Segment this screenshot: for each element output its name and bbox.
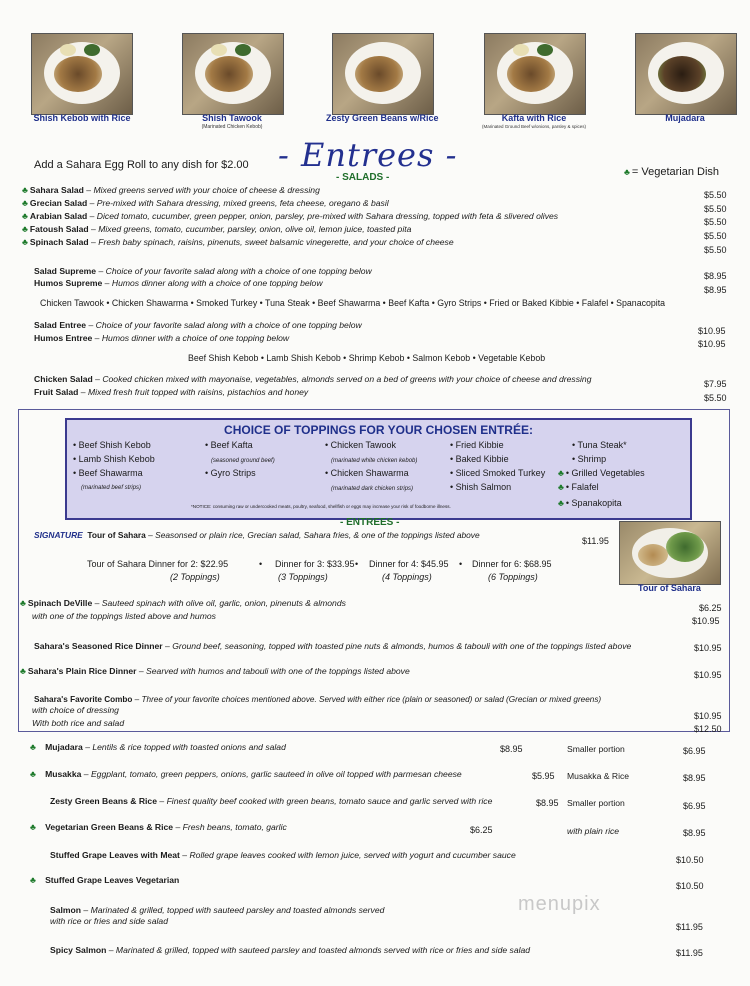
- dinner-option-sub: (6 Toppings): [488, 572, 538, 582]
- topping-list: Beef Shish Kebob • Lamb Shish Kebob • Shrimp Kebob • Salmon Kebob • Vegetable Kebob: [188, 353, 546, 363]
- price: $8.95: [500, 744, 523, 754]
- topping: • Tuna Steak*: [572, 440, 627, 450]
- bullet: •: [459, 559, 463, 569]
- side-option: Musakka & Rice: [567, 771, 630, 781]
- side-option: Smaller portion: [567, 798, 625, 808]
- dinner-option: Dinner for 3: $33.95: [275, 559, 355, 569]
- dinner-option-sub: (2 Toppings): [170, 572, 220, 582]
- toppings-title: CHOICE OF TOPPINGS FOR YOUR CHOSEN ENTRÉE:: [224, 423, 533, 437]
- tour-photo-caption: Tour of Sahara: [638, 583, 701, 593]
- price: $6.95: [683, 801, 706, 811]
- menu-item: ♣ Sahara Salad – Mixed greens served with your choice of cheese & dressing: [22, 185, 320, 195]
- price: $10.95: [694, 711, 722, 721]
- veg-legend-text: = Vegetarian Dish: [631, 166, 720, 178]
- menu-item: Spicy Salmon – Marinated & grilled, topped with sauteed parsley and toasted almonds served with rice or fries and side salad: [50, 945, 531, 955]
- menu-item: Salmon – Marinated & grilled, topped with sauteed parsley and toasted almonds served: [50, 905, 385, 915]
- topping-note: (marinated beef strips): [81, 485, 142, 491]
- leaf-icon: ♣: [624, 167, 630, 177]
- topping: • Fried Kibbie: [450, 440, 504, 450]
- price: $10.95: [694, 670, 722, 680]
- topping: • Beef Shish Kebob: [73, 440, 151, 450]
- menu-item: ♣ Arabian Salad – Diced tomato, cucumber, green pepper, onion, parsley, pre-mixed with Sahara dressing, topped with feta & slivered olives: [22, 211, 559, 221]
- menu-item-line: with choice of dressing: [32, 705, 119, 715]
- photo-title: Mujadara: [665, 113, 705, 123]
- topping: • Chicken Tawook: [325, 440, 397, 450]
- bullet: •: [259, 559, 263, 569]
- price: $5.50: [704, 217, 727, 227]
- topping: ♣ • Spanakopita: [558, 498, 622, 508]
- price: $5.50: [704, 231, 727, 241]
- price: $8.95: [683, 773, 706, 783]
- price: $10.95: [692, 616, 720, 626]
- menu-item: Fruit Salad – Mixed fresh fruit topped with raisins, pistachios and honey: [34, 387, 309, 397]
- price: $5.50: [704, 190, 727, 200]
- food-photo-mujadara: [635, 33, 737, 115]
- section-heading-entrees: - ENTREES -: [340, 517, 400, 528]
- side-option: Smaller portion: [567, 744, 625, 754]
- photo-subtitle: (Marinated Ground Beef w/onions, parsley & spices): [481, 124, 587, 129]
- watermark-logo: menupix: [518, 893, 601, 915]
- dinner-option-sub: (4 Toppings): [382, 572, 432, 582]
- side-option: with plain rice: [567, 826, 620, 836]
- price: $7.95: [704, 379, 727, 389]
- leaf-icon: ♣: [30, 822, 36, 832]
- price: $11.95: [582, 536, 609, 546]
- price: $11.95: [676, 922, 703, 932]
- topping-note: (marinated white chicken kebob): [331, 458, 418, 464]
- foodborne-notice: *NOTICE: consuming raw or undercooked meats, poultry, seafood, shellfish or eggs may increase your risk of foodborne illness.: [191, 504, 451, 509]
- photo-subtitle: (Marinated Chicken Kebob): [201, 124, 263, 130]
- leaf-icon: ♣: [558, 482, 564, 492]
- price: $5.50: [704, 204, 727, 214]
- price: $10.95: [698, 339, 726, 349]
- topping: • Beef Shawarma: [73, 468, 143, 478]
- topping: • Baked Kibbie: [450, 454, 509, 464]
- photo-title: Kafta with Rice: [501, 113, 567, 123]
- menu-item: Humos Supreme – Humos dinner along with a choice of one topping below: [34, 278, 323, 288]
- food-photo-shish-tawook: [182, 33, 284, 115]
- leaf-icon: ♣: [30, 742, 36, 752]
- topping: • Beef Kafta: [205, 440, 253, 450]
- price: $10.50: [676, 881, 704, 891]
- menu-item-line: with one of the toppings listed above and humos: [32, 611, 216, 621]
- price: $6.25: [470, 825, 493, 835]
- menu-item: Sahara's Favorite Combo – Three of your favorite choices mentioned above. Served with either rice (plain or seasoned) or salad (Grecian or mixed greens): [34, 695, 602, 704]
- photo-title: Shish Tawook: [202, 113, 262, 123]
- photo-title: Shish Kebob with Rice: [33, 113, 131, 123]
- menu-item-tour: SIGNATURE Tour of Sahara – Seasonsed or plain rice, Grecian salad, Sahara fries, & one of the toppings listed above: [34, 530, 480, 540]
- menu-item: Humos Entree – Humos dinner with a choice of one topping below: [34, 333, 290, 343]
- price: $8.95: [683, 828, 706, 838]
- leaf-icon: ♣: [22, 211, 28, 221]
- bullet: •: [355, 559, 359, 569]
- menu-item: ♣ Mujadara – Lentils & rice topped with toasted onions and salad: [30, 742, 286, 752]
- topping-note: (seasoned ground beef): [211, 458, 275, 464]
- egg-roll-note: Add a Sahara Egg Roll to any dish for $2.00: [34, 159, 249, 171]
- topping: • Sliced Smoked Turkey: [450, 468, 546, 478]
- price: $10.50: [676, 855, 704, 865]
- leaf-icon: ♣: [20, 666, 26, 676]
- leaf-icon: ♣: [22, 198, 28, 208]
- price: $8.95: [536, 798, 559, 808]
- menu-item: ♣ Musakka – Eggplant, tomato, green peppers, onions, garlic sauteed in olive oil topped with parmesan cheese: [30, 769, 462, 779]
- food-photo-shish-kebob: [31, 33, 133, 115]
- topping: • Shish Salmon: [450, 482, 512, 492]
- veg-legend: [624, 166, 719, 178]
- price: $10.95: [694, 643, 722, 653]
- leaf-icon: ♣: [30, 769, 36, 779]
- menu-item: ♣ Spinach Salad – Fresh baby spinach, raisins, pinenuts, sweet balsamic vinegerette, and your choice of cheese: [22, 237, 454, 247]
- dinner-option-sub: (3 Toppings): [278, 572, 328, 582]
- price: $5.95: [532, 771, 555, 781]
- leaf-icon: ♣: [558, 468, 564, 478]
- price: $5.50: [704, 245, 727, 255]
- price: $8.95: [704, 285, 727, 295]
- menu-item: ♣ Stuffed Grape Leaves Vegetarian: [30, 875, 180, 885]
- leaf-icon: ♣: [22, 224, 28, 234]
- price: $6.95: [683, 746, 706, 756]
- topping: • Gyro Strips: [205, 468, 256, 478]
- menu-item: Salad Entree – Choice of your favorite salad along with a choice of one topping below: [34, 320, 362, 330]
- topping-note: (marinated dark chicken strips): [331, 486, 414, 492]
- menu-item: Stuffed Grape Leaves with Meat – Rolled grape leaves cooked with lemon juice, served with yogurt and cucumber sauce: [50, 850, 516, 860]
- leaf-icon: ♣: [558, 498, 564, 508]
- page-title: - Entrees -: [278, 136, 458, 174]
- topping: • Lamb Shish Kebob: [73, 454, 155, 464]
- menu-item: Sahara's Seasoned Rice Dinner – Ground beef, seasoning, topped with toasted pine nuts & almonds, humos & tabouli with one of the toppings listed above: [34, 641, 632, 651]
- menu-item: ♣ Sahara's Plain Rice Dinner – Searved with humos and tabouli with one of the toppings listed above: [20, 666, 410, 676]
- menu-item: Zesty Green Beans & Rice – Finest quality beef cooked with green beans, tomato sauce and garlic served with rice: [50, 796, 493, 806]
- dinner-option: Dinner for 6: $68.95: [472, 559, 552, 569]
- section-heading-salads: - SALADS -: [336, 172, 390, 183]
- food-photo-green-beans: [332, 33, 434, 115]
- food-photo-tour-of-sahara: [619, 521, 721, 585]
- price: $5.50: [704, 393, 727, 403]
- price: $12.50: [694, 724, 722, 734]
- menu-item: ♣ Spinach DeVille – Sauteed spinach with olive oil, garlic, onion, pinenuts & almonds: [20, 598, 346, 608]
- photo-title: Zesty Green Beans w/Rice: [326, 113, 439, 123]
- topping: • Shrimp: [572, 454, 607, 464]
- price: $6.25: [699, 603, 722, 613]
- price: $11.95: [676, 948, 703, 958]
- topping: ♣ • Falafel: [558, 482, 599, 492]
- price: $10.95: [698, 326, 726, 336]
- leaf-icon: ♣: [22, 185, 28, 195]
- toppings-box: [65, 418, 692, 520]
- menu-item: ♣ Vegetarian Green Beans & Rice – Fresh beans, tomato, garlic: [30, 822, 287, 832]
- menu-item-line: With both rice and salad: [32, 718, 125, 728]
- dinner-option: Tour of Sahara Dinner for 2: $22.95: [87, 559, 229, 569]
- price: $8.95: [704, 271, 727, 281]
- topping: • Chicken Shawarma: [325, 468, 409, 478]
- dinner-option: Dinner for 4: $45.95: [369, 559, 449, 569]
- menu-item: Salad Supreme – Choice of your favorite salad along with a choice of one topping below: [34, 266, 372, 276]
- leaf-icon: ♣: [20, 598, 26, 608]
- menu-item: ♣ Grecian Salad – Pre-mixed with Sahara dressing, mixed greens, feta cheese, oregano & basil: [22, 198, 389, 208]
- menu-item: Chicken Salad – Cooked chicken mixed with mayonaise, vegetables, almonds served on a bed of greens with your choice of cheese and dressing: [34, 374, 592, 384]
- leaf-icon: ♣: [30, 875, 36, 885]
- menu-item-line: with rice or fries and side salad: [50, 916, 168, 926]
- food-photo-kafta: [484, 33, 586, 115]
- topping: ♣ • Grilled Vegetables: [558, 468, 645, 478]
- topping-list: Chicken Tawook • Chicken Shawarma • Smoked Turkey • Tuna Steak • Beef Shawarma • Beef Kafta • Gyro Strips • Fried or Baked Kibbie • Falafel • Spanacopita: [40, 298, 666, 308]
- menu-item: ♣ Fatoush Salad – Mixed greens, tomato, cucumber, parsley, onion, olive oil, lemon juice, toasted pita: [22, 224, 412, 234]
- leaf-icon: ♣: [22, 237, 28, 247]
